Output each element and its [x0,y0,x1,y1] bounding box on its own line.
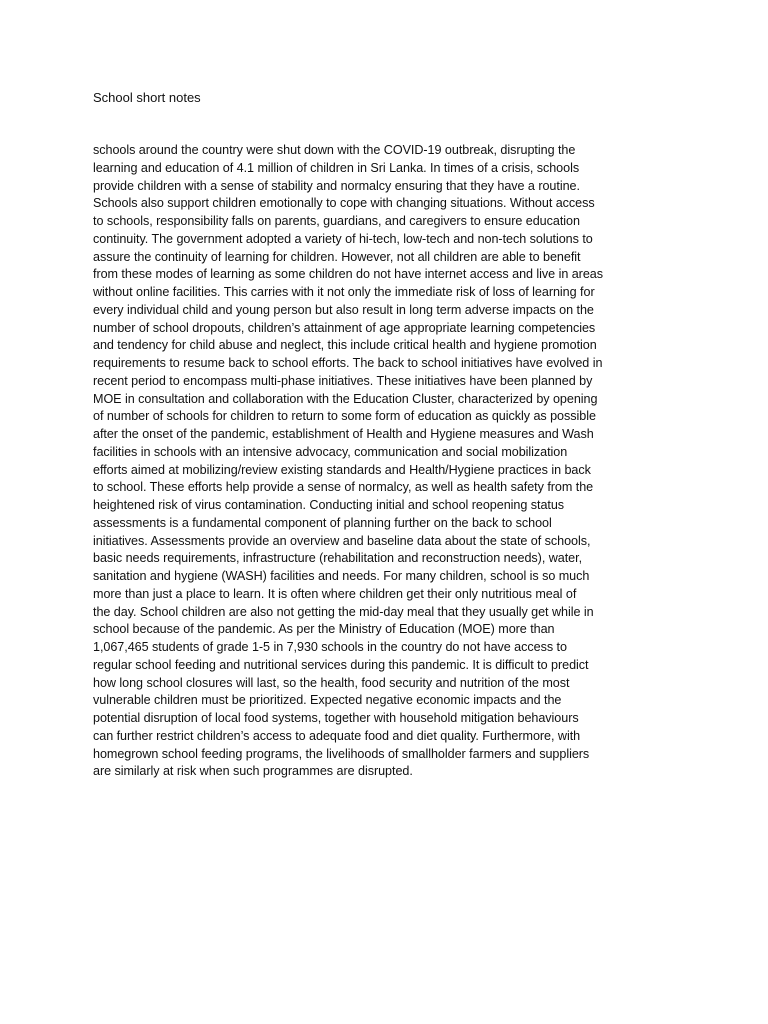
body-text-line: and tendency for child abuse and neglect, this include critical health and hygiene promotion [93,338,597,353]
document-title: School short notes [93,90,201,105]
body-text-line: MOE in consultation and collaboration with the Education Cluster, characterized by opening [93,391,598,406]
body-text-line: to school. These efforts help provide a sense of normalcy, as well as health safety from the [93,480,594,495]
body-text-line: to schools, responsibility falls on parents, guardians, and caregivers to ensure education [93,214,580,228]
body-text-line: after the onset of the pandemic, establishment of Health and Hygiene measures and Wash [93,427,594,441]
body-text-line: number of school dropouts, children’s attainment of age appropriate learning competencies [93,320,596,335]
body-text-line: from these modes of learning as some children do not have internet access and live in areas [93,267,603,282]
body-text-line: facilities in schools with an intensive advocacy, communication and social mobilization [93,444,568,459]
body-text-line: assure the continuity of learning for children. However, not all children are able to benefit [93,249,581,264]
body-text-line: the day. School children are also not getting the mid-day meal that they usually get while in [93,604,594,619]
body-text-line: more than just a place to learn. It is often where children get their only nutritious meal of [93,586,577,601]
body-text-line: continuity. The government adopted a variety of hi-tech, low-tech and non-tech solutions to [93,231,593,246]
body-text-line: learning and education of 4.1 million of children in Sri Lanka. In times of a crisis, schools [93,160,580,175]
body-text-line: initiatives. Assessments provide an overview and baseline data about the state of schools, [93,533,591,548]
body-text-line: heightened risk of virus contamination. Conducting initial and school reopening status [93,498,565,512]
body-text-line: requirements to resume back to school efforts. The back to school initiatives have evolved in [93,356,603,370]
body-text-line: schools around the country were shut down with the COVID-19 outbreak, disrupting the [93,143,576,157]
body-text-line: school because of the pandemic. As per the Ministry of Education (MOE) more than [93,622,555,637]
body-text-line: of number of schools for children to return to some form of education as quickly as possible [93,409,596,424]
body-text-line: can further restrict children’s access to adequate food and diet quality. Furthermore, with [93,728,581,743]
body-text-line: regular school feeding and nutritional services during this pandemic. It is difficult to predict [93,657,589,672]
body-text-line: potential disruption of local food systems, together with household mitigation behaviours [93,711,579,725]
body-text-line: recent period to encompass multi-phase initiatives. These initiatives have been planned by [93,373,593,388]
body-text-line: assessments is a fundamental component of planning further on the back to school [93,515,552,530]
body-text-line: how long school closures will last, so the health, food security and nutrition of the most [93,675,570,690]
body-text-line: without online facilities. This carries with it not only the immediate risk of loss of learning for [93,285,595,299]
body-text-line: 1,067,465 students of grade 1-5 in 7,930 schools in the country do not have access to [93,640,567,654]
body-text-line: are similarly at risk when such programmes are disrupted. [93,764,413,779]
body-text-line: sanitation and hygiene (WASH) facilities and needs. For many children, school is so much [93,569,590,583]
body-text-line: provide children with a sense of stability and normalcy ensuring that they have a routine. [93,178,580,193]
body-text-line: vulnerable children must be prioritized. Expected negative economic impacts and the [93,693,562,708]
body-text-line: Schools also support children emotionally to cope with changing situations. Without access [93,196,595,211]
document-body [93,142,693,781]
body-text-line: basic needs requirements, infrastructure (rehabilitation and reconstruction needs), water, [93,551,583,566]
body-text-line: every individual child and young person but also result in long term adverse impacts on the [93,302,594,317]
body-text-line: homegrown school feeding programs, the livelihoods of smallholder farmers and suppliers [93,746,590,761]
body-text-line: efforts aimed at mobilizing/review existing standards and Health/Hygiene practices in back [93,462,591,477]
